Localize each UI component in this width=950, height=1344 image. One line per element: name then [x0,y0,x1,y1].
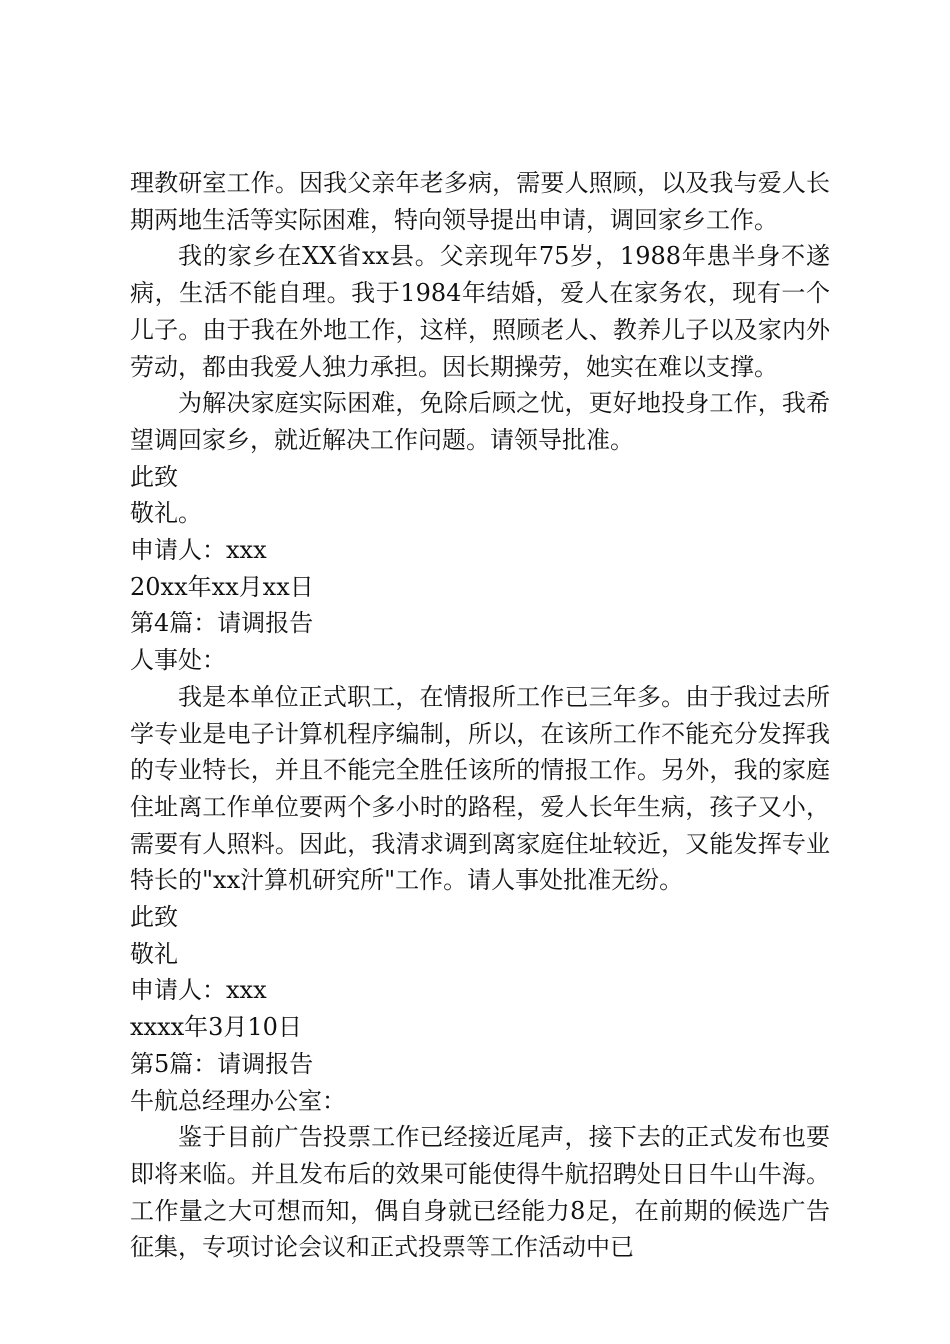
closing-regards: 敬礼。 [130,499,202,528]
document-body [130,165,830,1266]
section-title: 第4篇：请调报告 [130,609,314,638]
paragraph-request: 为解决家庭实际困难，免除后顾之忧，更好地投身工作，我希望调回家乡，就近解决工作问题。请领导批准。 [130,389,830,454]
paragraph-body: 我是本单位正式职工，在情报所工作已三年多。由于我过去所学专业是电子计算机程序编制，所以，在该所工作不能充分发挥我的专业特长，并且不能完全胜任该所的情报工作。另外，我的家庭住址离工作单位要两个多小时的路程，爱人长年生病，孩子又小，需要有人照料。因此，我清求调到离家庭住址较近，又能发挥专业特长的"xx汁算机研究所"工作。请人事处批准无纷。 [130,682,830,895]
closing-regards: 敬礼 [130,939,178,968]
applicant-signature: 申请人：xxx [130,536,267,565]
paragraph-body: 鉴于目前广告投票工作已经接近尾声，接下去的正式发布也要即将来临。并且发布后的效果可能使得牛航招聘处日日牛山牛海。工作量之大可想而知，偶自身就已经能力8足，在前期的候选广告征集，专项讨论会议和正式投票等工作活动中已 [130,1123,830,1262]
closing-salutation: 此致 [130,903,178,932]
paragraph-continuation: 理教研室工作。因我父亲年老多病，需要人照顾，以及我与爱人长期两地生活等实际困难，特向领导提出申请，调回家乡工作。 [130,169,830,234]
letter-recipient: 人事处： [130,646,226,675]
section-title: 第5篇：请调报告 [130,1049,314,1078]
letter-date: 20xx年xx月xx日 [130,572,314,601]
applicant-signature: 申请人：xxx [130,976,267,1005]
letter-recipient: 牛航总经理办公室： [130,1086,346,1115]
letter-date: xxxx年3月10日 [130,1013,302,1042]
closing-salutation: 此致 [130,462,178,491]
paragraph-hometown: 我的家乡在XX省xx县。父亲现年75岁，1988年患半身不遂病，生活不能自理。我于1984年结婚，爱人在家务农，现有一个儿子。由于我在外地工作，这样，照顾老人、教养儿子以及家内外劳动，都由我爱人独力承担。因长期操劳，她实在难以支撑。 [130,242,830,381]
